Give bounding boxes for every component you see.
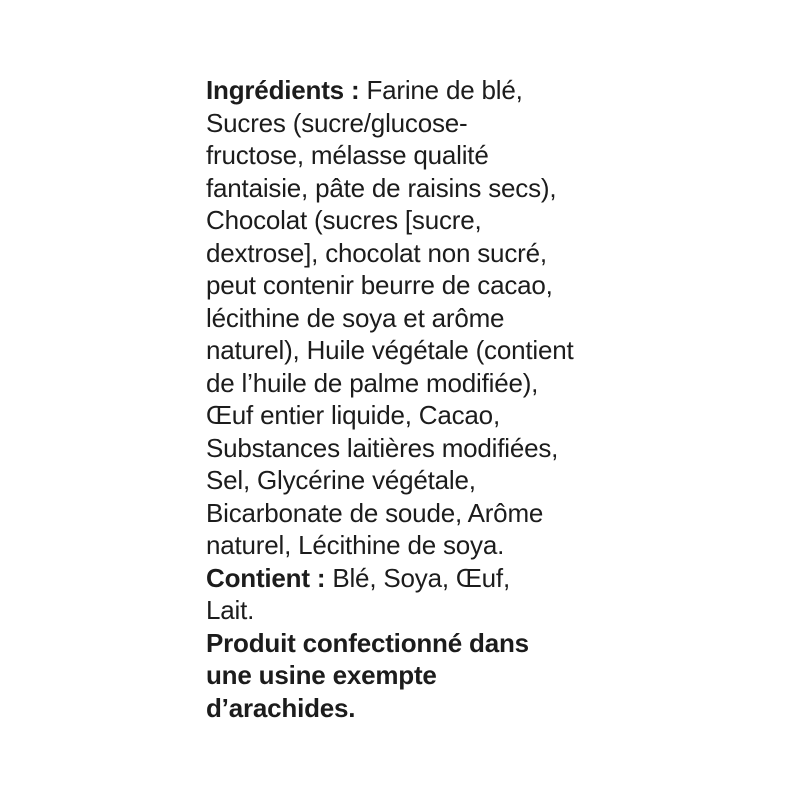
ingredients-text: Farine de blé,	[359, 75, 523, 105]
ingredients-line: naturel, Lécithine de soya.	[206, 530, 505, 560]
ingredients-line: fructose, mélasse qualité	[206, 140, 489, 170]
ingredients-line	[206, 74, 626, 107]
ingredients-heading: Ingrédients :	[206, 75, 360, 105]
ingredients-line: Sucres (sucre/glucose-	[206, 107, 468, 138]
ingredients-line: peut contenir beurre de cacao,	[206, 270, 553, 300]
ingredients-line: lécithine de soya et arôme	[206, 302, 505, 333]
ingredients-line: Sel, Glycérine végétale,	[206, 465, 476, 495]
ingredients-label	[206, 74, 626, 724]
ingredients-line: Bicarbonate de soude, Arôme	[206, 497, 544, 528]
ingredients-line: naturel), Huile végétale (contient	[206, 335, 574, 365]
facility-notice-line: une usine exempte	[206, 660, 437, 690]
ingredients-line: Chocolat (sucres [sucre,	[206, 205, 482, 235]
facility-notice-line: Produit confectionné dans	[206, 627, 529, 658]
ingredients-line: dextrose], chocolat non sucré,	[206, 237, 547, 268]
allergens-text: Blé, Soya, Œuf,	[325, 562, 510, 593]
allergens-heading: Contient :	[206, 562, 326, 593]
allergens-line: Lait.	[206, 595, 255, 625]
ingredients-line: Substances laitières modifiées,	[206, 432, 559, 463]
allergens-line	[206, 562, 626, 595]
facility-notice-line: d’arachides.	[206, 692, 356, 723]
ingredients-line: fantaisie, pâte de raisins secs),	[206, 172, 557, 203]
ingredients-line: de l’huile de palme modifiée),	[206, 367, 539, 398]
ingredients-line: Œuf entier liquide, Cacao,	[206, 400, 500, 430]
